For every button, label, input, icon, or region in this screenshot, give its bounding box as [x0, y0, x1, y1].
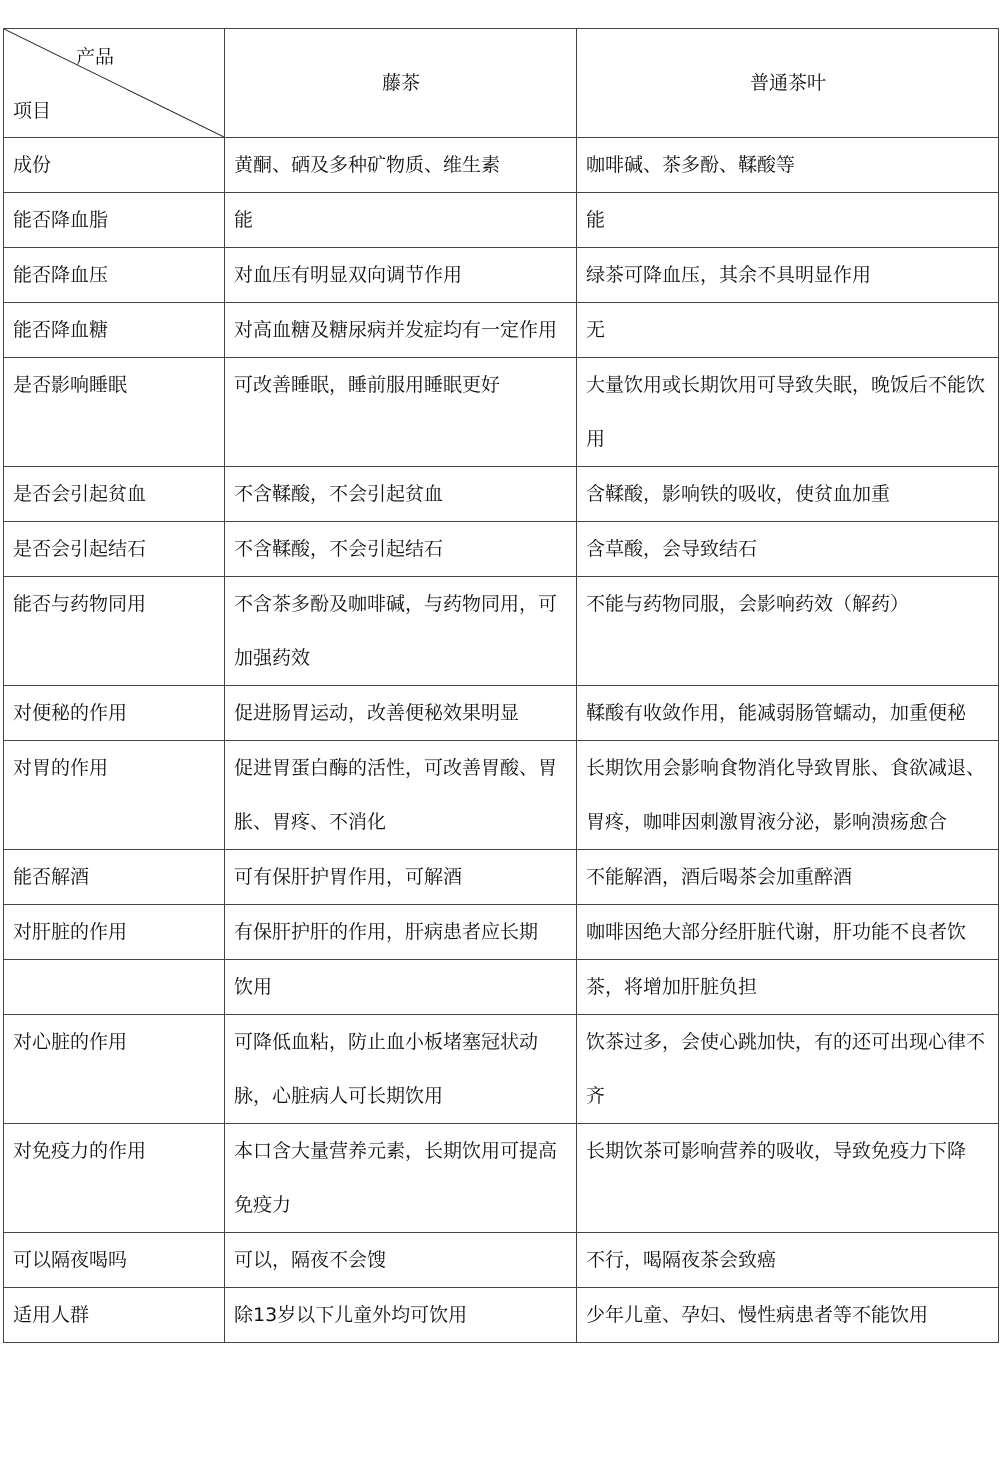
- row-tea-cell: 大量饮用或长期饮用可导致失眠，晚饭后不能饮用: [577, 358, 999, 467]
- row-item-cell: 是否会引起结石: [4, 522, 225, 577]
- table-row: [4, 303, 999, 358]
- table-row: [4, 193, 999, 248]
- row-tea-cell: 咖啡因绝大部分经肝脏代谢，肝功能不良者饮: [577, 905, 999, 960]
- header-diagonal-cell: [4, 29, 225, 138]
- row-item-cell: 可以隔夜喝吗: [4, 1233, 225, 1288]
- row-tea-cell: 能: [577, 193, 999, 248]
- row-item-cell: 是否影响睡眠: [4, 358, 225, 467]
- table-row: [4, 960, 999, 1015]
- row-tea-cell: 不能与药物同服，会影响药效（解药）: [577, 577, 999, 686]
- row-tengcha-cell: 可降低血粘，防止血小板堵塞冠状动脉，心脏病人可长期饮用: [225, 1015, 577, 1124]
- table-row: [4, 1288, 999, 1343]
- row-item-cell: 对心脏的作用: [4, 1015, 225, 1124]
- row-tea-cell: 含草酸，会导致结石: [577, 522, 999, 577]
- row-tengcha-cell: 可以，隔夜不会馊: [225, 1233, 577, 1288]
- row-tea-cell: 绿茶可降血压，其余不具明显作用: [577, 248, 999, 303]
- row-tengcha-cell: 不含鞣酸，不会引起结石: [225, 522, 577, 577]
- header-item-label: 项目: [13, 100, 52, 122]
- row-tea-cell: 鞣酸有收敛作用，能减弱肠管蠕动，加重便秘: [577, 686, 999, 741]
- row-tea-cell: 咖啡碱、茶多酚、鞣酸等: [577, 138, 999, 193]
- row-tea-cell: 少年儿童、孕妇、慢性病患者等不能饮用: [577, 1288, 999, 1343]
- row-item-cell: 成份: [4, 138, 225, 193]
- row-tea-cell: 长期饮茶可影响营养的吸收，导致免疫力下降: [577, 1124, 999, 1233]
- header-row: [4, 29, 999, 138]
- row-tengcha-cell: 不含茶多酚及咖啡碱，与药物同用，可加强药效: [225, 577, 577, 686]
- table-row: [4, 248, 999, 303]
- row-tea-cell: 无: [577, 303, 999, 358]
- row-item-cell: 能否降血糖: [4, 303, 225, 358]
- row-tengcha-cell: 能: [225, 193, 577, 248]
- header-product-label: 产品: [76, 46, 115, 68]
- row-item-cell: 能否与药物同用: [4, 577, 225, 686]
- row-item-cell: 是否会引起贫血: [4, 467, 225, 522]
- header-col-a: 藤茶: [225, 29, 577, 138]
- row-tengcha-cell: 黄酮、硒及多种矿物质、维生素: [225, 138, 577, 193]
- row-item-cell: 能否降血脂: [4, 193, 225, 248]
- row-item-cell: 能否解酒: [4, 850, 225, 905]
- row-item-cell: 能否降血压: [4, 248, 225, 303]
- row-tea-cell: 饮茶过多，会使心跳加快，有的还可出现心律不齐: [577, 1015, 999, 1124]
- row-tea-cell: 不行，喝隔夜茶会致癌: [577, 1233, 999, 1288]
- row-tea-cell: 含鞣酸，影响铁的吸收，使贫血加重: [577, 467, 999, 522]
- row-tengcha-cell: 本口含大量营养元素，长期饮用可提高免疫力: [225, 1124, 577, 1233]
- table-row: [4, 522, 999, 577]
- row-tengcha-cell: 可有保肝护胃作用，可解酒: [225, 850, 577, 905]
- row-item-cell: 对便秘的作用: [4, 686, 225, 741]
- table-row: [4, 1015, 999, 1124]
- table-row: [4, 850, 999, 905]
- comparison-table: [3, 28, 999, 1343]
- row-tengcha-cell: 除13岁以下儿童外均可饮用: [225, 1288, 577, 1343]
- row-item-cell: [4, 960, 225, 1015]
- row-item-cell: 对肝脏的作用: [4, 905, 225, 960]
- row-tengcha-cell: 对血压有明显双向调节作用: [225, 248, 577, 303]
- row-tengcha-cell: 促进胃蛋白酶的活性，可改善胃酸、胃胀、胃疼、不消化: [225, 741, 577, 850]
- table-row: [4, 1124, 999, 1233]
- table-row: [4, 577, 999, 686]
- table-row: [4, 138, 999, 193]
- row-tengcha-cell: 促进肠胃运动，改善便秘效果明显: [225, 686, 577, 741]
- table-row: [4, 358, 999, 467]
- table-row: [4, 905, 999, 960]
- row-tengcha-cell: 对高血糖及糖尿病并发症均有一定作用: [225, 303, 577, 358]
- row-item-cell: 对免疫力的作用: [4, 1124, 225, 1233]
- row-tea-cell: 不能解酒，酒后喝茶会加重醉酒: [577, 850, 999, 905]
- row-tengcha-cell: 有保肝护肝的作用，肝病患者应长期: [225, 905, 577, 960]
- table-row: [4, 1233, 999, 1288]
- row-tengcha-cell: 可改善睡眠，睡前服用睡眠更好: [225, 358, 577, 467]
- row-item-cell: 适用人群: [4, 1288, 225, 1343]
- table-row: [4, 741, 999, 850]
- table-row: [4, 467, 999, 522]
- row-tea-cell: 长期饮用会影响食物消化导致胃胀、食欲减退、胃疼，咖啡因刺激胃液分泌，影响溃疡愈合: [577, 741, 999, 850]
- row-tea-cell: 茶，将增加肝脏负担: [577, 960, 999, 1015]
- row-tengcha-cell: 饮用: [225, 960, 577, 1015]
- row-item-cell: 对胃的作用: [4, 741, 225, 850]
- row-tengcha-cell: 不含鞣酸，不会引起贫血: [225, 467, 577, 522]
- header-col-b: 普通茶叶: [577, 29, 999, 138]
- table-row: [4, 686, 999, 741]
